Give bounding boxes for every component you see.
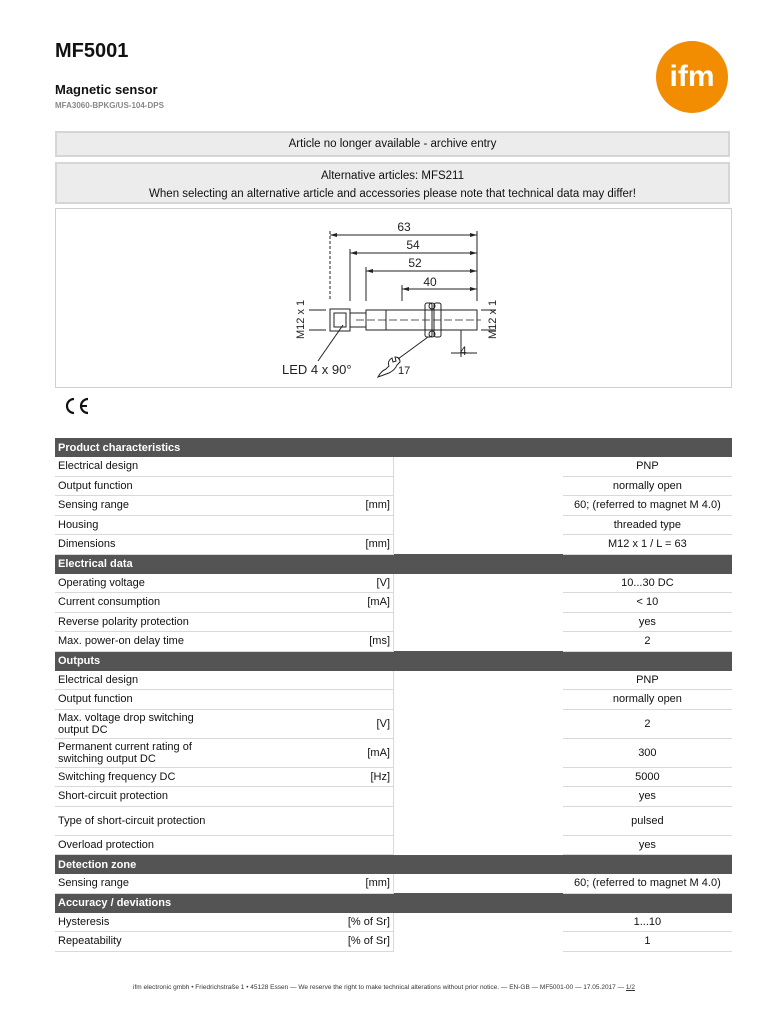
section-header (55, 893, 732, 913)
table-row (55, 835, 732, 855)
table-row (55, 913, 732, 932)
dim-63-label: 63 (397, 220, 411, 234)
spec-unit (224, 612, 393, 632)
spec-name: Sensing range (55, 874, 224, 893)
wrench-icon (378, 357, 400, 377)
spec-name: Max. power-on delay time (55, 632, 224, 652)
spec-unit: [mm] (224, 496, 393, 516)
table-row (55, 496, 732, 516)
dim-4-label: 4 (460, 344, 467, 358)
spec-name: Operating voltage (55, 574, 224, 593)
logo-text: ifm (669, 60, 715, 93)
spec-unit: [ms] (224, 632, 393, 652)
section-header (55, 438, 732, 457)
table-row (55, 593, 732, 613)
spec-name: Output function (55, 690, 224, 710)
table-row (55, 709, 732, 738)
spec-value: yes (563, 612, 732, 632)
spec-unit: [V] (224, 574, 393, 593)
table-row (55, 671, 732, 690)
spec-name: Repeatability (55, 932, 224, 952)
spec-unit: [mA] (224, 738, 393, 767)
spec-unit (224, 671, 393, 690)
spec-value: 1...10 (563, 913, 732, 932)
product-subtitle: Magnetic sensor (55, 82, 158, 97)
spec-gap (394, 671, 563, 690)
spec-gap (394, 515, 563, 535)
spec-unit: [% of Sr] (224, 932, 393, 952)
specifications-table (55, 438, 732, 952)
spec-value: < 10 (563, 593, 732, 613)
table-row (55, 515, 732, 535)
spec-value: 2 (563, 632, 732, 652)
spec-unit (224, 476, 393, 496)
spec-gap (394, 874, 563, 893)
spec-unit (224, 457, 393, 476)
spec-name: Overload protection (55, 835, 224, 855)
ifm-logo (655, 40, 729, 114)
spec-name: Housing (55, 515, 224, 535)
spec-gap (394, 913, 563, 932)
table-row (55, 632, 732, 652)
spec-gap (394, 535, 563, 555)
spec-name: Short-circuit protection (55, 787, 224, 807)
led-label: LED 4 x 90° (282, 362, 352, 377)
spec-value: M12 x 1 / L = 63 (563, 535, 732, 555)
ce-mark-icon (62, 396, 90, 416)
spec-unit: [mA] (224, 593, 393, 613)
table-row (55, 476, 732, 496)
spec-name: Output function (55, 476, 224, 496)
spec-name: Reverse polarity protection (55, 612, 224, 632)
section-title: Outputs (55, 651, 732, 671)
spec-value: pulsed (563, 806, 732, 835)
section-header (55, 855, 732, 875)
page-footer (0, 984, 768, 991)
spec-gap (394, 496, 563, 516)
spec-name: Sensing range (55, 496, 224, 516)
alternative-articles-text: Alternative articles: MFS211 (321, 170, 464, 182)
spec-value: PNP (563, 457, 732, 476)
page-title: MF5001 (55, 40, 129, 62)
spec-value: 1 (563, 932, 732, 952)
spec-name: Hysteresis (55, 913, 224, 932)
dimension-drawing-svg (56, 209, 731, 387)
spec-gap (394, 738, 563, 767)
alternative-notice (55, 162, 730, 204)
spec-unit (224, 806, 393, 835)
spec-value: PNP (563, 671, 732, 690)
spec-gap (394, 612, 563, 632)
spec-gap (394, 593, 563, 613)
spec-gap (394, 457, 563, 476)
spec-value: 10...30 DC (563, 574, 732, 593)
spec-unit: [mm] (224, 535, 393, 555)
table-row (55, 787, 732, 807)
footer-page-mark: 1/2 (625, 984, 635, 991)
spec-value: 60; (referred to magnet M 4.0) (563, 496, 732, 516)
spec-name: Current consumption (55, 593, 224, 613)
spec-unit (224, 787, 393, 807)
spec-unit (224, 515, 393, 535)
spec-gap (394, 835, 563, 855)
section-title: Detection zone (55, 855, 732, 875)
table-row (55, 738, 732, 767)
spec-gap (394, 632, 563, 652)
wrench-size-label: 17 (398, 365, 411, 377)
spec-unit: [mm] (224, 874, 393, 893)
spec-gap (394, 574, 563, 593)
spec-value: 300 (563, 738, 732, 767)
section-header (55, 554, 732, 574)
spec-name: Electrical design (55, 457, 224, 476)
spec-name: Dimensions (55, 535, 224, 555)
spec-unit: [V] (224, 709, 393, 738)
table-row (55, 767, 732, 787)
spec-value: 5000 (563, 767, 732, 787)
dimension-drawing (55, 208, 732, 388)
table-row (55, 535, 732, 555)
dim-54-label: 54 (406, 238, 420, 252)
table-row (55, 932, 732, 952)
spec-name: Type of short-circuit protection (55, 806, 224, 835)
spec-name: Switching frequency DC (55, 767, 224, 787)
spec-name: Electrical design (55, 671, 224, 690)
table-row (55, 806, 732, 835)
archive-notice (55, 131, 730, 157)
spec-name: Max. voltage drop switching output DC (55, 709, 224, 738)
sensor-connector (330, 309, 350, 331)
spec-gap (394, 932, 563, 952)
spec-unit: [% of Sr] (224, 913, 393, 932)
section-header (55, 651, 732, 671)
spec-unit (224, 690, 393, 710)
spec-value: 60; (referred to magnet M 4.0) (563, 874, 732, 893)
section-title: Product characteristics (55, 438, 732, 457)
table-row (55, 874, 732, 893)
product-code: MFA3060-BPKG/US-104-DPS (55, 101, 164, 110)
spec-gap (394, 767, 563, 787)
table-row (55, 574, 732, 593)
spec-gap (394, 476, 563, 496)
footer-text: ifm electronic gmbh • Friedrichstraße 1 • 45128 Essen — We reserve the right to make technical alterations without prior notice. — EN-GB — MF5001-00 — 17.05.2017 — (133, 984, 625, 991)
table-row (55, 457, 732, 476)
dim-52-label: 52 (408, 256, 422, 270)
spec-value: yes (563, 835, 732, 855)
dim-40-label: 40 (423, 275, 437, 289)
spec-value: normally open (563, 476, 732, 496)
archive-notice-text: Article no longer available - archive entry (288, 138, 497, 150)
spec-value: yes (563, 787, 732, 807)
spec-name: Permanent current rating of switching output DC (55, 738, 224, 767)
spec-unit (224, 835, 393, 855)
section-title: Accuracy / deviations (55, 893, 732, 913)
spec-gap (394, 690, 563, 710)
spec-value: 2 (563, 709, 732, 738)
section-title: Electrical data (55, 554, 732, 574)
alternative-warning-text: When selecting an alternative article and accessories please note that technical data may differ! (149, 188, 636, 200)
spec-gap (394, 787, 563, 807)
spec-gap (394, 709, 563, 738)
table-row (55, 690, 732, 710)
thread-label-right: M12 x 1 (487, 299, 499, 339)
thread-label-left: M12 x 1 (295, 299, 307, 339)
spec-value: normally open (563, 690, 732, 710)
table-row (55, 612, 732, 632)
spec-value: threaded type (563, 515, 732, 535)
spec-unit: [Hz] (224, 767, 393, 787)
spec-gap (394, 806, 563, 835)
